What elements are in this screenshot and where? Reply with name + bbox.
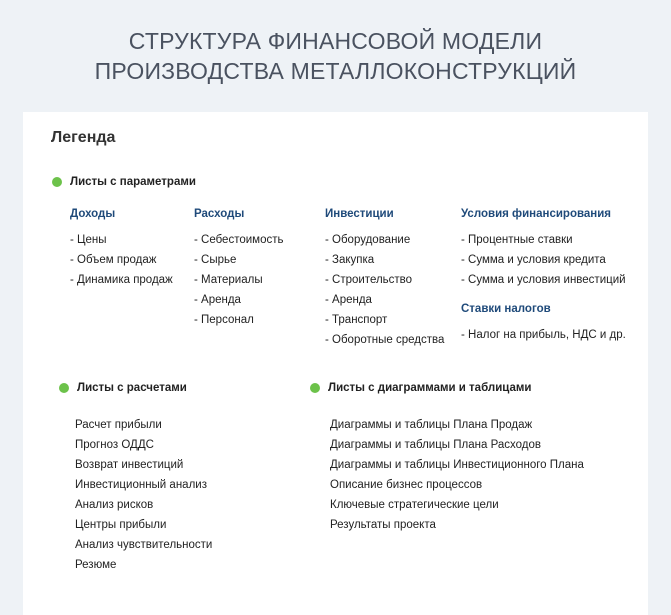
list-item: Резюме — [75, 559, 117, 571]
params-section-heading — [52, 176, 196, 188]
list-item: - Аренда — [325, 294, 372, 306]
column-title: Доходы — [70, 208, 116, 220]
legend-heading: Легенда — [51, 129, 116, 146]
green-dot-icon — [310, 383, 320, 393]
list-item: - Сумма и условия кредита — [461, 254, 606, 266]
list-item: - Цены — [70, 234, 107, 246]
list-item: Результаты проекта — [330, 519, 436, 531]
params-column-financing — [461, 207, 626, 290]
list-item: Инвестиционный анализ — [75, 479, 207, 491]
column-title: Расходы — [194, 208, 245, 220]
list-item: - Оборудование — [325, 234, 411, 246]
params-heading-label: Листы с параметрами — [70, 176, 196, 188]
green-dot-icon — [59, 383, 69, 393]
list-item: - Транспорт — [325, 314, 388, 326]
calcs-section-heading — [59, 382, 187, 394]
list-item: Центры прибыли — [75, 519, 167, 531]
params-column-taxes — [461, 302, 626, 345]
list-item: - Себестоимость — [194, 234, 284, 246]
charts-heading-label: Листы с диаграммами и таблицами — [328, 382, 532, 394]
list-item: Диаграммы и таблицы Плана Расходов — [330, 439, 541, 451]
column-title: Условия финансирования — [461, 208, 612, 220]
list-item: - Строительство — [325, 274, 413, 286]
list-item: - Динамика продаж — [70, 274, 173, 286]
list-item: - Процентные ставки — [461, 234, 573, 246]
column-title: Ставки налогов — [461, 303, 551, 315]
charts-list — [330, 415, 584, 535]
list-item: - Объем продаж — [70, 254, 157, 266]
list-item: Анализ рисков — [75, 499, 154, 511]
list-item: Диаграммы и таблицы Инвестиционного Плана — [330, 459, 584, 471]
legend-card — [23, 112, 648, 615]
calcs-list — [75, 415, 212, 575]
list-item: Возврат инвестиций — [75, 459, 184, 471]
column-title: Инвестиции — [325, 208, 394, 220]
list-item: - Материалы — [194, 274, 263, 286]
params-column-income — [70, 207, 173, 290]
list-item: - Налог на прибыль, НДС и др. — [461, 329, 626, 341]
charts-section-heading — [310, 382, 531, 394]
list-item: - Оборотные средства — [325, 334, 445, 346]
list-item: Диаграммы и таблицы Плана Продаж — [330, 419, 533, 431]
params-column-investments — [325, 207, 444, 350]
list-item: - Закупка — [325, 254, 375, 266]
params-column-expenses — [194, 207, 283, 330]
list-item: Расчет прибыли — [75, 419, 162, 431]
list-item: - Персонал — [194, 314, 254, 326]
calcs-heading-label: Листы с расчетами — [77, 382, 187, 394]
list-item: Анализ чувствительности — [75, 539, 213, 551]
list-item: Прогноз ОДДС — [75, 439, 154, 451]
list-item: - Сумма и условия инвестиций — [461, 274, 626, 286]
green-dot-icon — [52, 177, 62, 187]
list-item: Ключевые стратегические цели — [330, 499, 499, 511]
title-line-2: ПРОИЗВОДСТВА МЕТАЛЛОКОНСТРУКЦИЙ — [94, 58, 577, 84]
title-line-1: СТРУКТУРА ФИНАНСОВОЙ МОДЕЛИ — [128, 28, 543, 54]
list-item: - Сырье — [194, 254, 237, 266]
page-title — [0, 26, 671, 86]
list-item: - Аренда — [194, 294, 241, 306]
list-item: Описание бизнес процессов — [330, 479, 483, 491]
